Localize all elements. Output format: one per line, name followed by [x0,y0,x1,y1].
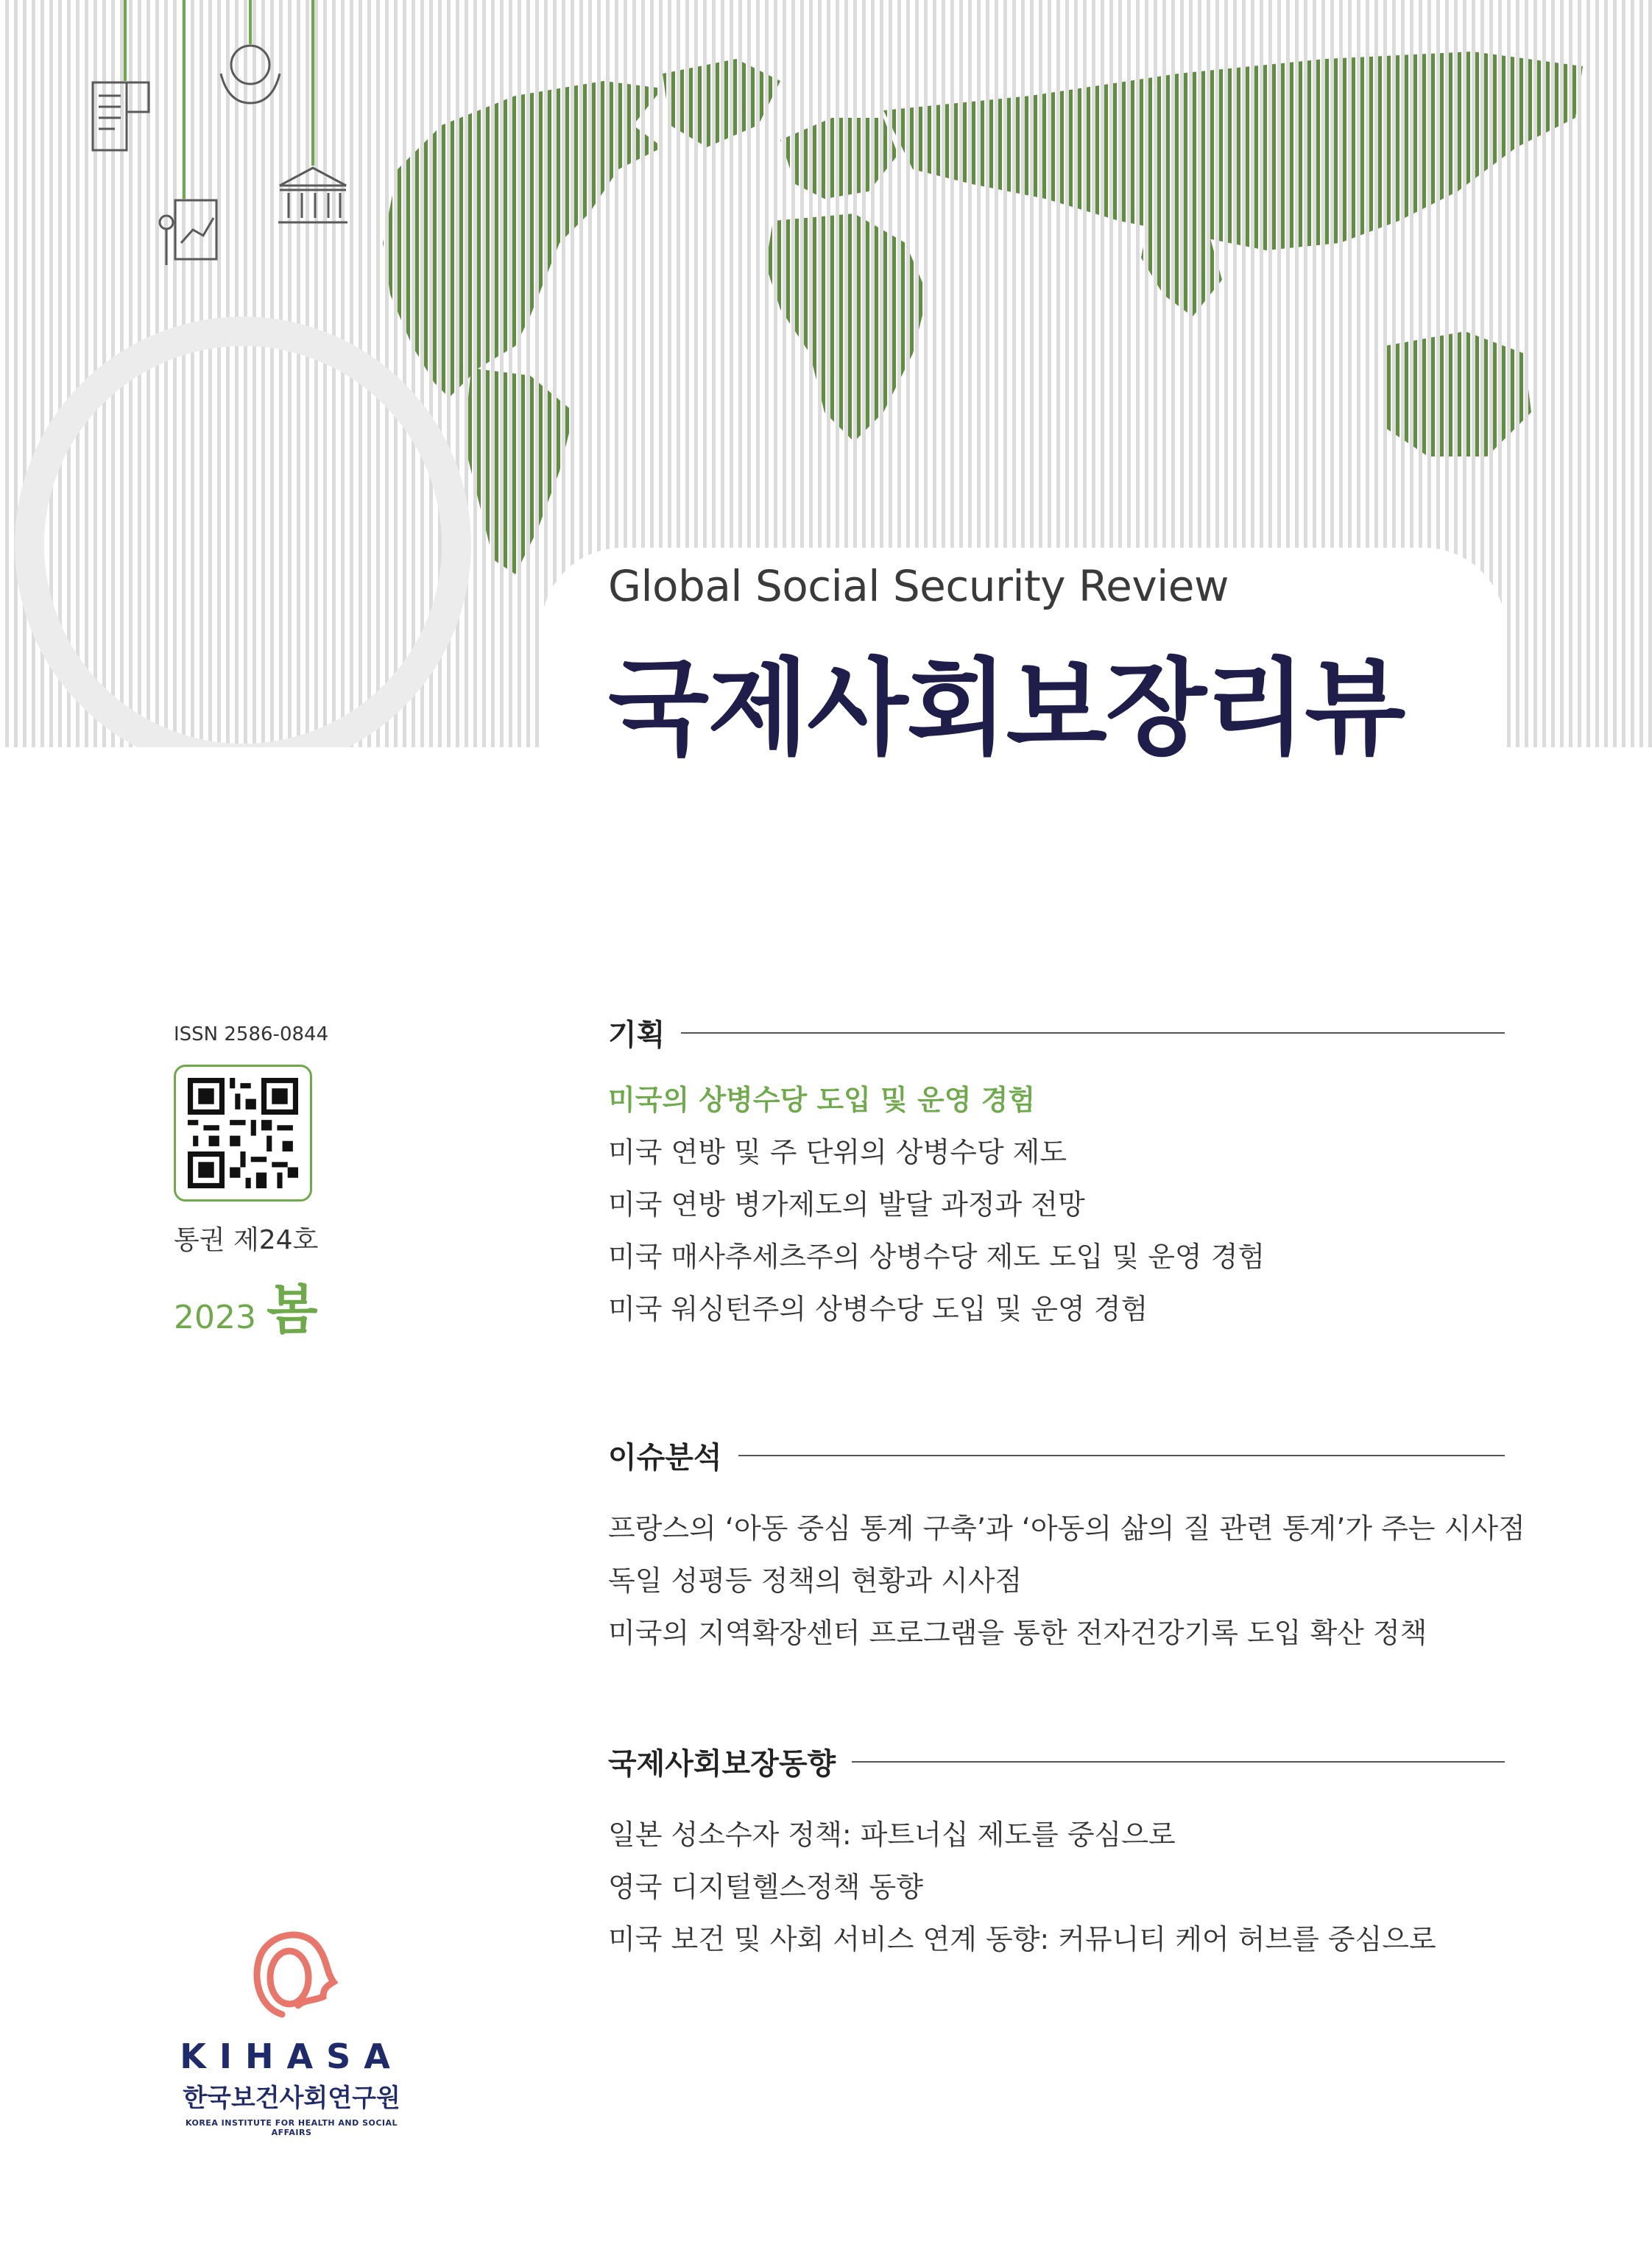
section-label: 국제사회보장동향 [608,1747,836,1781]
section-header [608,1012,1505,1054]
section-issue-analysis [608,1434,1525,1659]
article-item[interactable]: 미국 연방 및 주 단위의 상병수당 제도 [608,1136,1067,1168]
map-africa [766,214,928,442]
section-divider [738,1455,1505,1456]
section-trends [608,1740,1505,1966]
qr-code[interactable] [174,1065,312,1202]
feature-title[interactable]: 미국의 상병수당 도입 및 운영 경험 [608,1084,1036,1116]
article-item[interactable]: 영국 디지털헬스정책 동향 [608,1871,923,1903]
article-item[interactable]: 독일 성평등 정책의 현황과 시사점 [608,1565,1023,1597]
publisher-logo [174,1919,409,2137]
presentation-icon [160,200,216,265]
issue-season: 봄 [266,1279,318,1341]
map-north-america [383,81,663,398]
issue-info [174,1023,395,1344]
article-item[interactable]: 미국 보건 및 사회 서비스 연계 동향: 커뮤니티 케어 허브를 중심으로 [608,1923,1436,1955]
qr-code-icon [188,1078,298,1188]
publisher-name-en: KIHASA [180,2036,403,2076]
map-europe [780,118,898,199]
section-header [608,1740,1505,1782]
globe-hands-icon [221,46,280,103]
article-item[interactable]: 프랑스의 ‘아동 중심 통계 구축’과 ‘아동의 삶의 질 관련 통계’가 주는 시사점 [608,1512,1525,1545]
issue-date [174,1267,395,1344]
article-item[interactable]: 미국 매사추세츠주의 상병수당 제도 도입 및 운영 경험 [608,1241,1266,1273]
article-item[interactable]: 일본 성소수자 정책: 파트너십 제도를 중심으로 [608,1819,1176,1851]
receipt-icon [93,82,149,150]
map-south-america [464,368,574,574]
section-planning [608,1012,1505,1336]
article-item[interactable]: 미국 워싱턴주의 상병수당 도입 및 운영 경험 [608,1293,1148,1325]
kihasa-logo-icon [236,1919,347,2029]
issue-year: 2023 [174,1299,256,1336]
publisher-name-full: KOREA INSTITUTE FOR HEALTH AND SOCIAL AFFAIRS [185,2118,398,2137]
section-label: 기획 [608,1018,666,1052]
section-divider [852,1761,1505,1763]
section-label: 이슈분석 [608,1441,722,1475]
section-divider [681,1032,1505,1034]
article-item[interactable]: 미국의 지역확장센터 프로그램을 통한 전자건강기록 도입 확산 정책 [608,1617,1427,1649]
korean-title: 국제사회보장리뷰 [608,648,1405,769]
article-item[interactable]: 미국 연방 병가제도의 발달 과정과 전망 [608,1188,1085,1221]
volume-number: 통권 제24호 [174,1225,319,1255]
bank-icon [278,168,347,222]
map-australia [1384,331,1531,456]
english-title: Global Social Security Review [608,561,1229,611]
issn-label: ISSN 2586-0844 [174,1023,329,1045]
map-asia [883,52,1583,250]
section-header [608,1434,1505,1476]
map-greenland [663,59,780,147]
background-ornament [29,331,456,747]
publisher-name-ko: 한국보건사회연구원 [183,2084,400,2113]
